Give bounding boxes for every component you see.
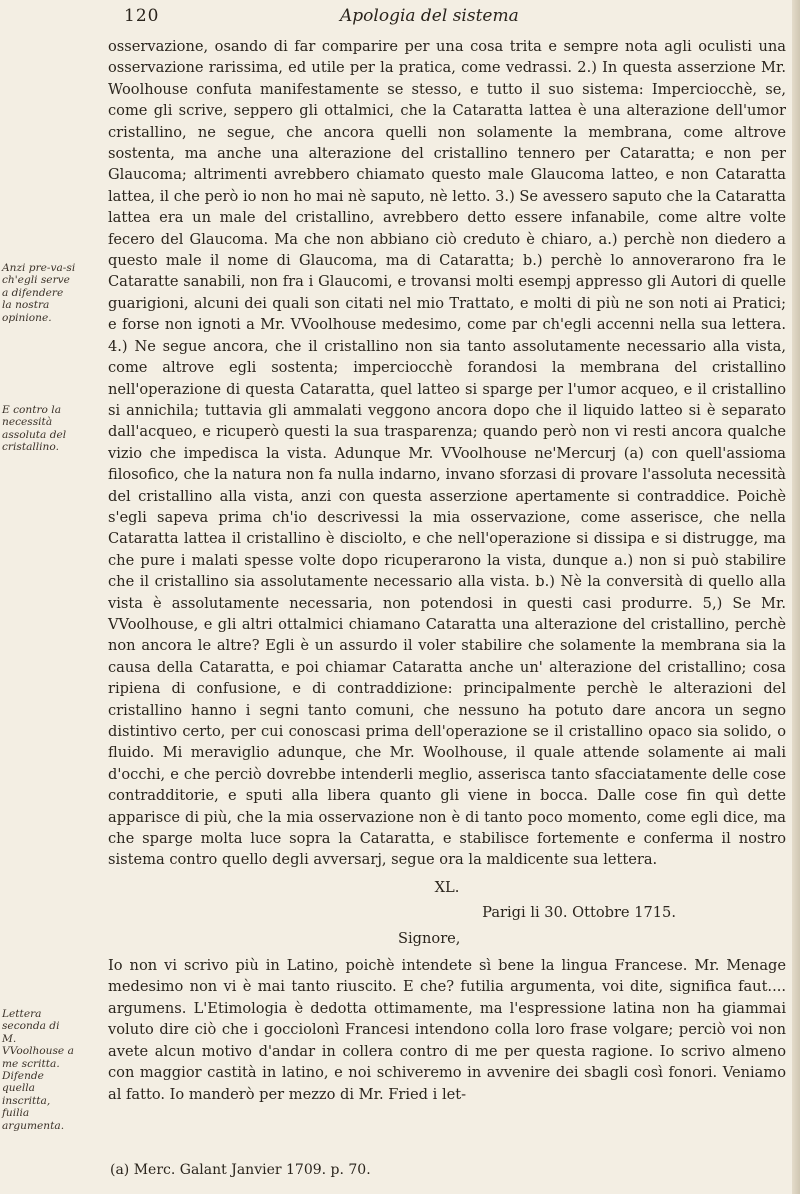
margin-note-2: E contro la necessità assoluta del cristallino.: [2, 404, 67, 454]
margin-note-1: Anzi pre-va-si ch'egli serve a difendere la nostra opinione.: [2, 262, 76, 324]
margin-note-3: Lettera seconda di M. VVoolhouse a me scritta. Difende quella inscritta, fuilia argumenta.: [2, 1008, 74, 1132]
main-text: [108, 36, 786, 1105]
running-header: [100, 4, 690, 32]
paragraph-1: osservazione, osando di far comparire per una cosa trita e sempre nota agli oculisti una osservazione rarissima, ed utile per la pratica, come vedrassi. 2.) In questa asserzione Mr. Woolhouse confuta manifestamente se stesso, e tutto il suo sistema: Imperciocchè, se, come gli scrive, seppero gli ottalmici, che la Cataratta lattea è una alterazione dell'umor cristallino, ne segue, che ancora quelli non solamente la membrana, come altrove sostenta, ma anche una alterazione del cristallino tennero per Cataratta; e non per Glaucoma; altrimenti avrebbero chiamato questo male Glaucoma latteo, e non Cataratta lattea, il che però io non ho mai nè saputo, nè letto. 3.) Se avessero saputo che la Cataratta lattea era un male del cristallino, avrebbero detto essere infanabile, come altre volte fecero del Glaucoma. Ma che non abbiano ciò creduto è chiaro, a.) perchè non diedero a questo male il nome di Glaucoma, ma di Cataratta; b.) perchè lo annoverarono fra le Cataratte sanabili, non fra i Glaucomi, e trovansi molti esempj appresso gli Autori di quelle guarigioni, alcuni dei quali son citati nel mio Trattato, e molti di più ne son noti ai Pratici; e forse non ignoti a Mr. VVoolhouse medesimo, come par ch'egli accenni nella sua lettera. 4.) Ne segue ancora, che il cristallino non sia tanto assolutamente necessario alla vista, come altrove egli sostenta; imperciocchè forandosi la membrana del cristallino nell'operazione di questa Cataratta, quel latteo si sparge per l'umor acqueo, e il cristallino si annichila; tuttavia gli ammalati veggono ancora dopo che il liquido latteo si è separato dall'acqueo, e ricuperò questi la sua trasparenza; quando però non vi resti ancora qualche vizio che impedisca la vista. Adunque Mr. VVoolhouse ne'Mercurj (a) con quell'assioma filosofico, che la natura non fa nulla indarno, invano sforzasi di provare l'assoluta necessità del cristallino alla vista, anzi con questa asserzione apertamente si contraddice. Poichè s'egli sapeva prima ch'io descrivessi la mia osservazione, come asserisce, che nella Cataratta lattea il cristallino è disciolto, e che nell'operazione si dissipa e si distrugge, ma che pure i malati spesse volte dopo ricuperarono la vista, dunque a.) non si può stabilire che il cristallino sia assolutamente necessario alla vista. b.) Nè la conversità di quello alla vista è assolutamente necessaria, non potendosi in questi casi produrre. 5,) Se Mr. VVoolhouse, e gli altri ottalmici chiamano Cataratta una alterazione del cristallino, perchè non ancora le altre? Egli è un assurdo il voler stabilire che solamente la membrana sia la causa della Cataratta, e poi chiamar Cataratta anche un' alterazione del cristallino; cosa ripiena di confusione, e di contraddizione: principalmente perchè le alterazioni del cristallino hanno i segni tanto comuni, che nessuno ha potuto dare ancora un segno distintivo certo, per cui conoscasi prima dell'operazione se il cristallino opaco sia solido, o fluido. Mi meraviglio adunque, che Mr. Woolhouse, il quale attende solamente ai mali d'occhi, e che perciò dovrebbe intenderli meglio, asserisca tanto sfacciatamente delle cose contradditorie, e sputi alla libera quanto gli viene in bocca. Dalle cose fin quì dette apparisce di più, che la mia osservazione non è di tanto poco momento, come egli dice, ma che sparge molta luce sopra la Cataratta, e stabilisce fortemente e conferma il nostro sistema contro quello degli avversarj, segue ora la maldicente sua lettera.: [108, 38, 786, 869]
salutation: Signore,: [398, 929, 461, 947]
footnote: (a) Merc. Galant Janvier 1709. p. 70.: [110, 1162, 371, 1178]
paragraph-2: Io non vi scrivo più in Latino, poichè intendete sì bene la lingua Francese. Mr. Menage medesimo non vi è mai tanto riuscito. E che? futilia argumenta, voi dite, significa faut.... argumens. L'Etimologia è dedotta ottimamente, ma l'espressione latina non ha giammai voluto dire ciò che i gocciolonì Francesi intendono colla loro frase volgare; perciò voi non avete alcun motivo d'andar in collera contro di me per questa ragione. Io scrivo almeno con maggior castità in latino, e noi schiveremo in avvenire dei sbagli così fonori. Veniamo al fatto. Io manderò per mezzo di Mr. Fried i let-: [108, 957, 786, 1103]
running-title: Apologia del sistema: [340, 6, 519, 26]
dateline: Parigi li 30. Ottobre 1715.: [482, 904, 676, 922]
page-edge: [792, 0, 800, 1194]
letter-number: XL.: [434, 878, 460, 896]
page-number: 120: [124, 6, 160, 26]
